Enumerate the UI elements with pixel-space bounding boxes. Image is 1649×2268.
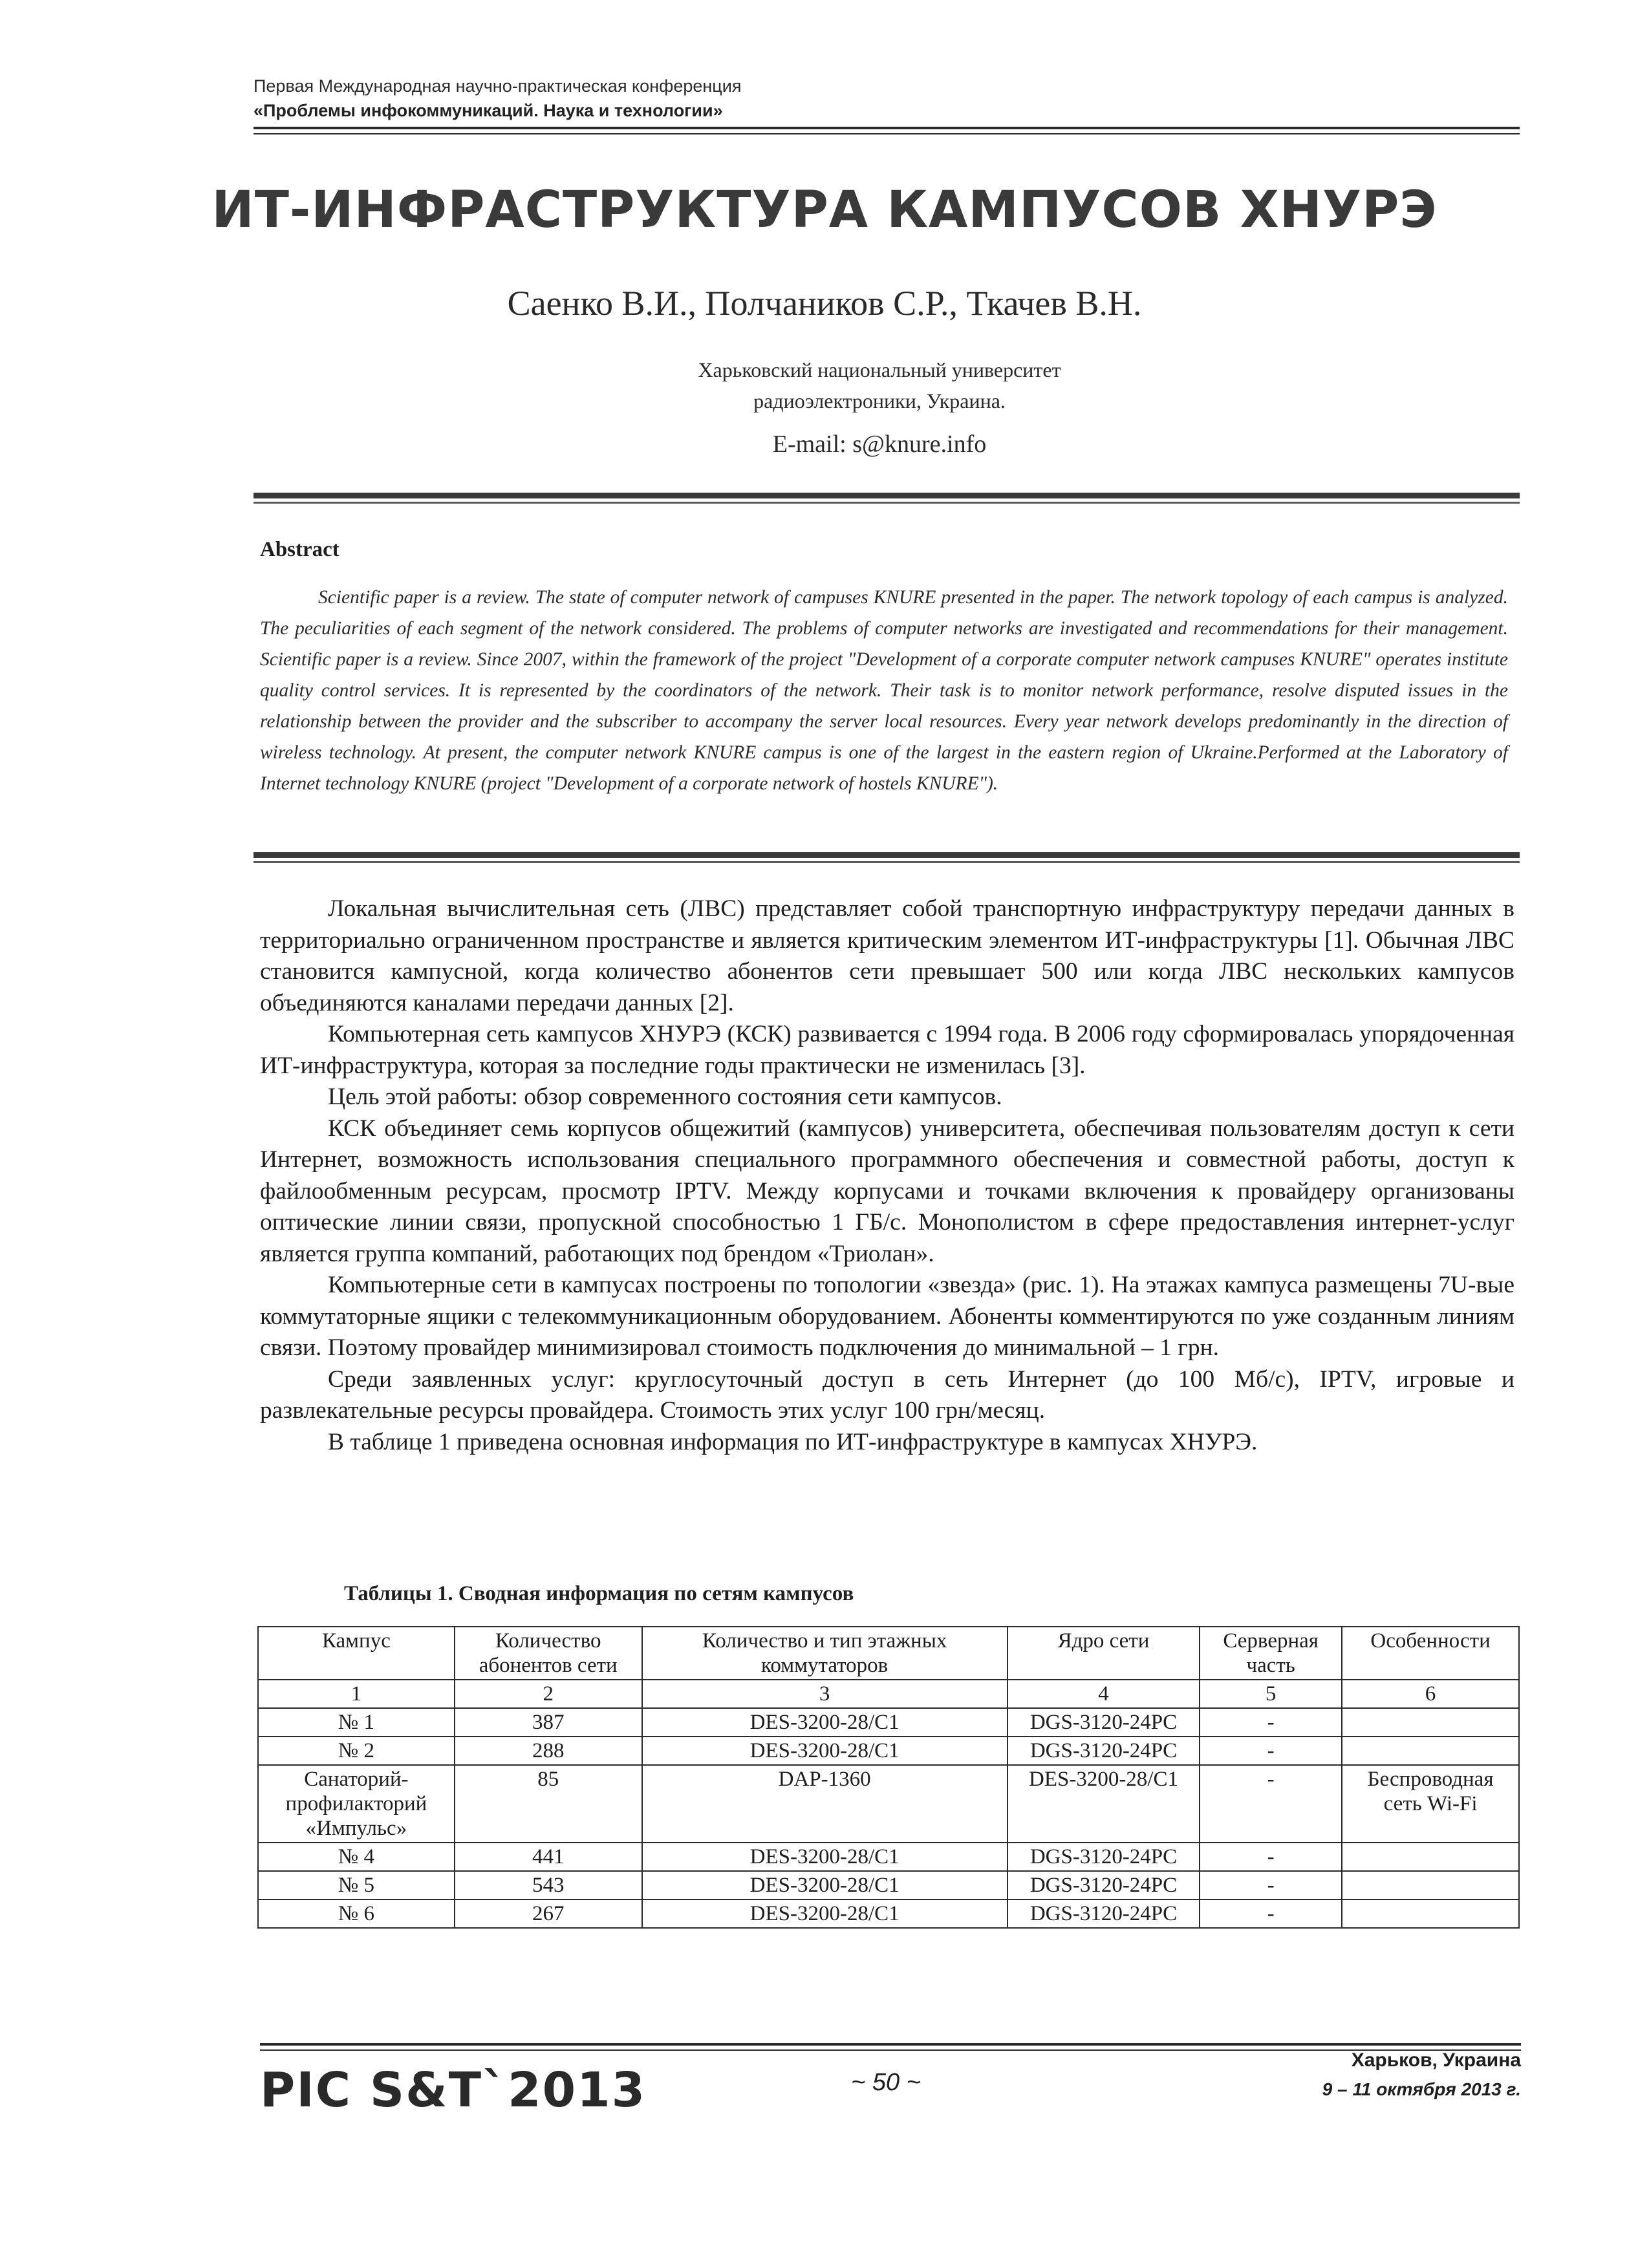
table-cell: DES-3200-28/C1 bbox=[642, 1737, 1008, 1765]
header-rule-thin bbox=[253, 133, 1520, 134]
paragraph-2: Компьютерная сеть кампусов ХНУРЭ (КСК) развивается с 1994 года. В 2006 году сформировалась упорядоченная ИТ-инфраструктура, которая за последние годы практически не изменилась [3]. bbox=[260, 1021, 1514, 1079]
table-cell: № 5 bbox=[258, 1871, 455, 1899]
paragraph-1: Локальная вычислительная сеть (ЛВС) представляет собой транспортную инфраструктуру передачи данных в территориально ограниченном пространстве и является критическим элементом ИТ-инфраструктуры [1]. Обычная ЛВС становится кампусной, когда количество абонентов сети превышает 500 или когда ЛВС нескольких кампусов объединяются каналами передачи данных [2]. bbox=[260, 895, 1514, 1016]
table-cell: № 6 bbox=[258, 1899, 455, 1928]
body-text bbox=[260, 893, 1514, 1458]
table-cell: - bbox=[1200, 1765, 1342, 1843]
table-cell bbox=[1342, 1899, 1519, 1928]
table-cell: DGS-3120-24PC bbox=[1008, 1708, 1200, 1737]
table-cell: № 4 bbox=[258, 1843, 455, 1871]
table-number-cell: 6 bbox=[1342, 1680, 1519, 1708]
abstract-top-rule bbox=[253, 493, 1520, 498]
table-row bbox=[258, 1871, 1519, 1899]
table-cell: - bbox=[1200, 1843, 1342, 1871]
table-number-cell: 2 bbox=[455, 1680, 642, 1708]
table-number-cell: 5 bbox=[1200, 1680, 1342, 1708]
table-cell: - bbox=[1200, 1708, 1342, 1737]
conference-logo: PIC S&T`2013 bbox=[260, 2062, 647, 2118]
table-cell: DES-3200-28/C1 bbox=[642, 1843, 1008, 1871]
table-cell bbox=[1342, 1708, 1519, 1737]
table-cell: DES-3200-28/C1 bbox=[1008, 1765, 1200, 1843]
table-header-row bbox=[258, 1627, 1519, 1680]
table-cell bbox=[1342, 1843, 1519, 1871]
paragraph-3: Цель этой работы: обзор современного состояния сети кампусов. bbox=[328, 1084, 1002, 1110]
table-number-cell: 4 bbox=[1008, 1680, 1200, 1708]
table-header-cell: Количество абонентов сети bbox=[455, 1627, 642, 1680]
affiliation-line-2: радиоэлектроники, Украина. bbox=[753, 389, 1006, 412]
table-number-cell: 1 bbox=[258, 1680, 455, 1708]
paragraph-4: КСК объединяет семь корпусов общежитий (кампусов) университета, обеспечивая пользователям доступ к сети Интернет, возможность использования специального программного обеспечения и совместной работы, доступ к файлообменным ресурсам, просмотр IPTV. Между корпусами и точками включения к провайдеру организованы оптические линии связи, пропускной способностью 1 ГБ/с. Монополистом в сфере предоставления интернет-услуг является группа компаний, работающих под брендом «Триолан». bbox=[260, 1115, 1514, 1267]
table-cell: DGS-3120-24PC bbox=[1008, 1899, 1200, 1928]
table-cell: DGS-3120-24PC bbox=[1008, 1871, 1200, 1899]
table-row bbox=[258, 1765, 1519, 1843]
table-row bbox=[258, 1737, 1519, 1765]
table-caption: Таблицы 1. Сводная информация по сетям кампусов bbox=[344, 1582, 854, 1605]
paper-title: ИТ-ИНФРАСТРУКТУРА КАМПУСОВ ХНУРЭ bbox=[211, 181, 1438, 239]
table-row bbox=[258, 1708, 1519, 1737]
table-cell: DES-3200-28/C1 bbox=[642, 1871, 1008, 1899]
page-number: ~ 50 ~ bbox=[851, 2069, 921, 2096]
table-cell: 441 bbox=[455, 1843, 642, 1871]
table-cell: 288 bbox=[455, 1737, 642, 1765]
footer-rule bbox=[260, 2043, 1521, 2046]
table-cell: - bbox=[1200, 1899, 1342, 1928]
authors: Саенко В.И., Полчаников С.Р., Ткачев В.Н. bbox=[507, 284, 1142, 323]
table-cell: DGS-3120-24PC bbox=[1008, 1843, 1200, 1871]
table-cell bbox=[1342, 1737, 1519, 1765]
table-cell: DES-3200-28/C1 bbox=[642, 1708, 1008, 1737]
paragraph-7: В таблице 1 приведена основная информация по ИТ-инфраструктуре в кампусах ХНУРЭ. bbox=[328, 1428, 1258, 1455]
footer-date: 9 – 11 октября 2013 г. bbox=[1322, 2079, 1521, 2099]
footer-city: Харьков, Украина bbox=[1351, 2049, 1521, 2071]
table-header-cell: Ядро сети bbox=[1008, 1627, 1200, 1680]
table-header-cell: Кампус bbox=[258, 1627, 455, 1680]
table-cell: 267 bbox=[455, 1899, 642, 1928]
table-cell: DAP-1360 bbox=[642, 1765, 1008, 1843]
table-cell: 543 bbox=[455, 1871, 642, 1899]
paragraph-5: Компьютерные сети в кампусах построены по топологии «звезда» (рис. 1). На этажах кампуса размещены 7U-вые коммутаторные ящики с телекоммуникационным оборудованием. Абоненты комментируются по уже созданным линиям связи. Поэтому провайдер минимизировал стоимость подключения до минимальной – 1 грн. bbox=[260, 1272, 1514, 1361]
table-number-row bbox=[258, 1680, 1519, 1708]
conference-subtitle: «Проблемы инфокоммуникаций. Наука и технологии» bbox=[253, 101, 723, 120]
table-cell: - bbox=[1200, 1871, 1342, 1899]
campus-table bbox=[257, 1626, 1520, 1929]
abstract-top-rule-thin bbox=[253, 502, 1520, 504]
abstract-bottom-rule-thin bbox=[253, 861, 1520, 863]
table-header-cell: Серверная часть bbox=[1200, 1627, 1342, 1680]
table-cell: Санаторий-профилакторий «Импульс» bbox=[258, 1765, 455, 1843]
email: E-mail: s@knure.info bbox=[772, 431, 987, 458]
table-cell bbox=[1342, 1871, 1519, 1899]
table-header-cell: Количество и тип этажных коммутаторов bbox=[642, 1627, 1008, 1680]
table-row bbox=[258, 1899, 1519, 1928]
table-cell: Беспроводная сеть Wi-Fi bbox=[1342, 1765, 1519, 1843]
paragraph-6: Среди заявленных услуг: круглосуточный доступ в сеть Интернет (до 100 Мб/с), IPTV, игровые и развлекательные ресурсы провайдера. Стоимость этих услуг 100 грн/месяц. bbox=[260, 1365, 1514, 1424]
table-cell: - bbox=[1200, 1737, 1342, 1765]
table-header-cell: Особенности bbox=[1342, 1627, 1519, 1680]
affiliation-line-1: Харьковский национальный университет bbox=[698, 358, 1061, 381]
table-cell: 85 bbox=[455, 1765, 642, 1843]
abstract-heading: Abstract bbox=[260, 538, 339, 561]
header-rule bbox=[253, 127, 1520, 129]
table-cell: № 2 bbox=[258, 1737, 455, 1765]
table-cell: DES-3200-28/C1 bbox=[642, 1899, 1008, 1928]
table-number-cell: 3 bbox=[642, 1680, 1008, 1708]
table-cell: DGS-3120-24PC bbox=[1008, 1737, 1200, 1765]
conference-name: Первая Международная научно-практическая конференция bbox=[253, 76, 742, 96]
table-row bbox=[258, 1843, 1519, 1871]
table-cell: № 1 bbox=[258, 1708, 455, 1737]
abstract-text: Scientific paper is a review. The state of computer network of campuses KNURE presented in the paper. The network topology of each campus is analyzed. The peculiarities of each segment of the network considered. The problems of computer networks are investigated and recommendations for their management. Scientific paper is a review. Since 2007, within the framework of the project "Development of a corporate computer network campuses KNURE" operates institute quality control services. It is represented by the coordinators of the network. Their task is to monitor network performance, resolve disputed issues in the relationship between the provider and the subscriber to accompany the server local resources. Every year network develops predominantly in the direction of wireless technology. At present, the computer network KNURE campus is one of the largest in the eastern region of Ukraine.Performed at the Laboratory of Internet technology KNURE (project "Development of a corporate network of hostels KNURE"). bbox=[260, 587, 1508, 794]
abstract-bottom-rule bbox=[253, 852, 1520, 858]
table-cell: 387 bbox=[455, 1708, 642, 1737]
affiliation bbox=[0, 354, 1649, 416]
